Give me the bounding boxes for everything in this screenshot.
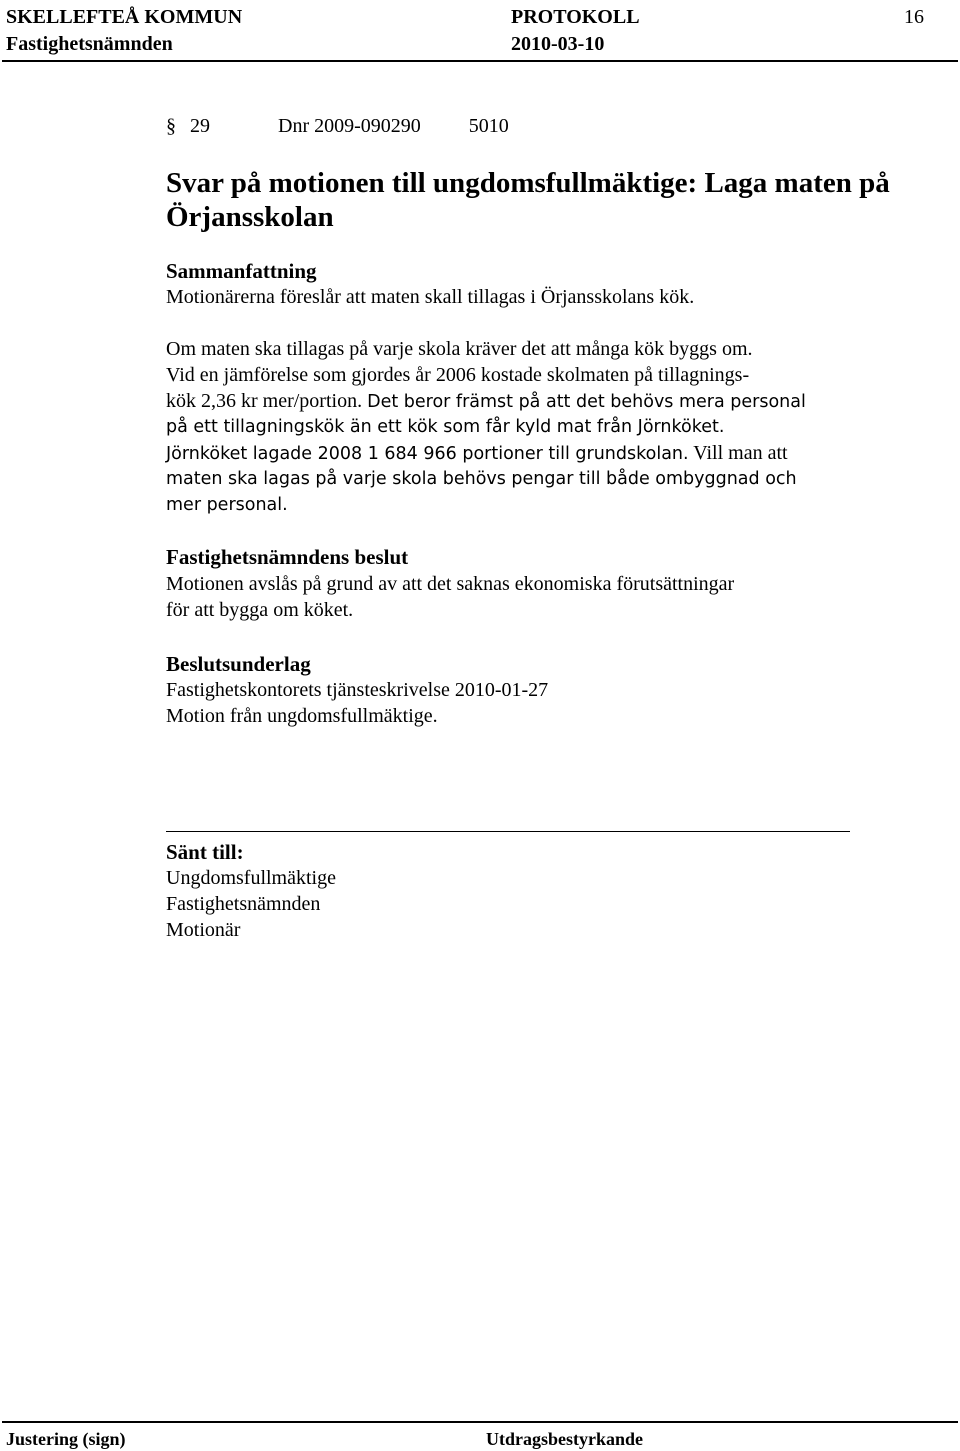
summary-p2-line-6: maten ska lagas på varje skola behövs pengar till både ombyggnad och — [166, 469, 797, 489]
separator-line — [166, 831, 850, 832]
justification-label: Justering (sign) — [6, 1429, 126, 1449]
summary-p2-line-4: på ett tillagningskök än ett kök som får kyld mat från Jörnköket. — [166, 417, 725, 437]
decision-line-1: Motionen avslås på grund av att det saknas ekonomiska förutsättningar — [166, 573, 735, 595]
meeting-date: 2010-03-10 — [511, 33, 605, 55]
page-number: 16 — [904, 6, 924, 28]
summary-heading: Sammanfattning — [166, 259, 317, 283]
summary-p2-line-3a: kök 2,36 kr mer/portion. — [166, 390, 363, 412]
summary-p2-line-1: Om maten ska tillagas på varje skola kräver det att många kök byggs om. — [166, 338, 753, 360]
organization-name: SKELLEFTEÅ KOMMUN — [6, 6, 243, 28]
footer-divider — [2, 1421, 958, 1423]
item-title-line-2: Örjansskolan — [166, 201, 334, 233]
decision-heading: Fastighetsnämndens beslut — [166, 545, 409, 569]
summary-p2-line-3b: Det beror främst på att det behövs mera personal — [367, 392, 806, 412]
section-number: 29 — [190, 115, 210, 137]
summary-paragraph-1: Motionärerna föreslår att maten skall tillagas i Örjansskolans kök. — [166, 286, 695, 308]
recipient-item: Ungdomsfullmäktige — [166, 867, 336, 889]
section-reference — [166, 113, 509, 139]
summary-p2-line-5 — [166, 440, 788, 467]
document-type: PROTOKOLL — [511, 6, 640, 28]
archive-code: 5010 — [468, 115, 509, 137]
recipient-item: Motionär — [166, 919, 241, 941]
item-title-line-1: Svar på motionen till ungdomsfullmäktige: Laga maten på — [166, 167, 890, 199]
section-symbol: § — [166, 115, 176, 137]
sent-to-heading: Sänt till: — [166, 840, 244, 864]
basis-heading: Beslutsunderlag — [166, 652, 311, 676]
summary-p2-line-5b: Vill man att — [693, 442, 788, 464]
decision-line-2: för att bygga om köket. — [166, 599, 354, 621]
summary-p2-line-5a: Jörnköket lagade 2008 1 684 966 portioner till grundskolan. — [166, 444, 689, 464]
recipient-item: Fastighetsnämnden — [166, 893, 321, 915]
summary-p2-line-2: Vid en jämförelse som gjordes år 2006 kostade skolmaten på tillagnings- — [166, 364, 750, 386]
diary-number: Dnr 2009-090290 — [278, 115, 421, 137]
basis-line-2: Motion från ungdomsfullmäktige. — [166, 705, 438, 727]
basis-line-1: Fastighetskontorets tjänsteskrivelse 2010-01-27 — [166, 679, 549, 701]
certified-extract-label: Utdragsbestyrkande — [486, 1429, 644, 1449]
summary-p2-line-3 — [166, 388, 806, 415]
header-divider — [2, 60, 958, 62]
summary-p2-line-7: mer personal. — [166, 495, 288, 515]
committee-name: Fastighetsnämnden — [6, 33, 173, 55]
